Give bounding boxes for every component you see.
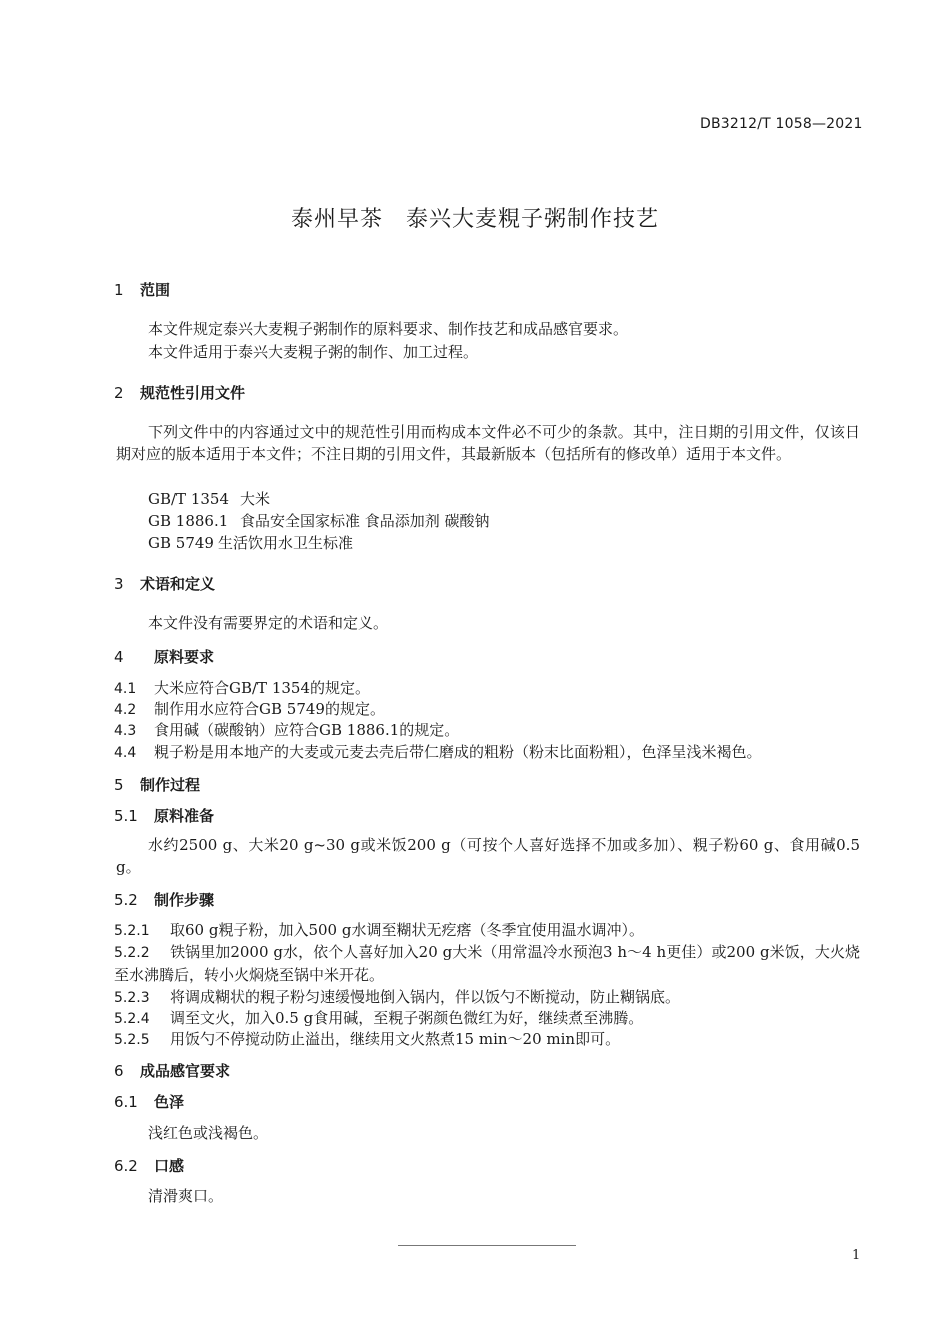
footer-divider (398, 1245, 576, 1246)
subsection-number: 5.2 (114, 891, 138, 909)
section-6-heading (114, 1060, 230, 1081)
reference-code: GB/T 1354 (148, 490, 230, 508)
page-title: 泰州早茶 泰兴大麦粯子粥制作技艺 (290, 207, 659, 232)
clause-item (114, 677, 370, 698)
clause-number: 4.1 (114, 681, 137, 697)
step-item (114, 1007, 643, 1028)
clause-text: 大米应符合GB/T 1354的规定。 (154, 679, 371, 697)
subsection-5-1-heading (114, 805, 214, 826)
step-item (114, 919, 644, 940)
section-number: 2 (114, 384, 124, 402)
step-item (114, 941, 860, 986)
section-3-heading (114, 573, 215, 594)
clause-text: 制作用水应符合GB 5749的规定。 (154, 700, 385, 718)
subsection-title: 制作步骤 (154, 891, 215, 909)
step-text: 将调成糊状的粯子粉匀速缓慢地倒入锅内，伴以饭勺不断搅动，防止糊锅底。 (170, 988, 681, 1006)
section-number: 3 (114, 575, 124, 593)
subsection-number: 6.1 (114, 1093, 138, 1111)
section-number: 1 (114, 281, 124, 299)
section-number: 6 (114, 1062, 124, 1080)
section-5-heading (114, 774, 200, 795)
reference-item (148, 488, 270, 509)
section-4-heading (114, 646, 214, 667)
subsection-6-2-heading (114, 1155, 184, 1176)
reference-title: 食品安全国家标准 食品添加剂 碳酸钠 (240, 512, 490, 530)
step-number: 5.2.3 (114, 990, 150, 1006)
clause-item (114, 719, 459, 740)
clause-item (114, 698, 385, 719)
section-number: 4 (114, 648, 124, 666)
clause-text: 粯子粉是用本地产的大麦或元麦去壳后带仁磨成的粗粉（粉末比面粉粗），色泽呈浅米褐色。 (154, 743, 762, 761)
step-item (114, 1028, 620, 1049)
step-text: 铁锅里加2000 g水，依个人喜好加入20 g大米（用常温冷水预泡3 h～4 h更佳）或200 g米饭，大火烧至水沸腾后，转小火焖烧至锅中米开花。 (114, 943, 860, 984)
reference-title: 生活饮用水卫生标准 (218, 534, 354, 552)
section-title: 原料要求 (154, 648, 215, 666)
section-title: 术语和定义 (140, 575, 216, 593)
step-number: 5.2.4 (114, 1011, 150, 1027)
section-number: 5 (114, 776, 124, 794)
subsection-5-2-heading (114, 889, 214, 910)
step-number: 5.2.5 (114, 1032, 150, 1048)
section-title: 成品感官要求 (140, 1062, 231, 1080)
section-title: 制作过程 (140, 776, 201, 794)
subsection-number: 6.2 (114, 1157, 138, 1175)
reference-title: 大米 (240, 490, 271, 508)
section-2-paragraph: 下列文件中的内容通过文中的规范性引用而构成本文件必不可少的条款。其中，注日期的引用文件，仅该日期对应的版本适用于本文件；不注日期的引用文件，其最新版本（包括所有的修改单）适用于本文件。 (116, 423, 860, 463)
section-2-heading (114, 382, 245, 403)
step-item (114, 986, 680, 1007)
subsection-number: 5.1 (114, 807, 138, 825)
subsection-title: 口感 (154, 1157, 185, 1175)
clause-number: 4.4 (114, 745, 137, 761)
subsection-6-2-paragraph: 清滑爽口。 (148, 1187, 224, 1205)
subsection-6-1-heading (114, 1091, 184, 1112)
clause-number: 4.2 (114, 702, 137, 718)
step-number: 5.2.1 (114, 923, 150, 939)
section-1-paragraph-2: 本文件适用于泰兴大麦粯子粥的制作、加工过程。 (148, 343, 479, 361)
page-number: 1 (852, 1248, 861, 1263)
subsection-6-1-paragraph: 浅红色或浅褐色。 (148, 1124, 269, 1142)
step-text: 取60 g粯子粉，加入500 g水调至糊状无疙瘩（冬季宜使用温水调冲）。 (170, 921, 644, 939)
reference-item (148, 510, 490, 531)
section-title: 范围 (140, 281, 171, 299)
step-text: 调至文火，加入0.5 g食用碱，至粯子粥颜色微红为好，继续煮至沸腾。 (170, 1009, 644, 1027)
clause-number: 4.3 (114, 723, 137, 739)
clause-item (114, 741, 762, 762)
document-code: DB3212/T 1058—2021 (700, 116, 863, 132)
subsection-5-1-paragraph: 水约2500 g、大米20 g~30 g或米饭200 g（可按个人喜好选择不加或多加）、粯子粉60 g、食用碱0.5 g。 (116, 836, 860, 876)
section-1-paragraph-1: 本文件规定泰兴大麦粯子粥制作的原料要求、制作技艺和成品感官要求。 (148, 320, 629, 338)
step-text: 用饭勺不停搅动防止溢出，继续用文火熬煮15 min～20 min即可。 (170, 1030, 621, 1048)
subsection-title: 原料准备 (154, 807, 215, 825)
clause-text: 食用碱（碳酸钠）应符合GB 1886.1的规定。 (154, 721, 460, 739)
subsection-title: 色泽 (154, 1093, 185, 1111)
section-3-paragraph: 本文件没有需要界定的术语和定义。 (148, 614, 389, 632)
reference-code: GB 1886.1 (148, 512, 229, 530)
reference-code: GB 5749 (148, 534, 214, 552)
step-number: 5.2.2 (114, 945, 150, 961)
section-title: 规范性引用文件 (140, 384, 246, 402)
section-1-heading (114, 279, 170, 300)
reference-item (148, 532, 353, 553)
